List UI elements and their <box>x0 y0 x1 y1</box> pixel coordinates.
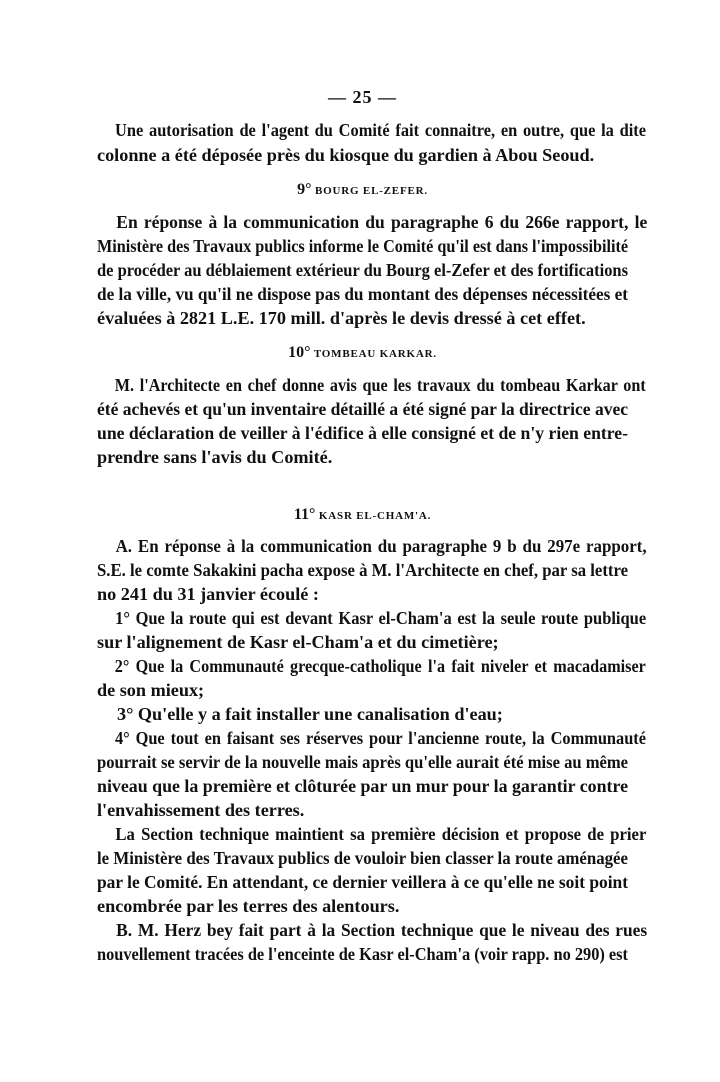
paragraph-line: M. l'Architecte en chef donne avis que les travaux du tombeau Karkar ont <box>114 375 646 395</box>
paragraph-line: B. M. Herz bey fait part à la Section technique que le niveau des rues <box>116 920 648 940</box>
paragraph-line: A. En réponse à la communication du paragraphe 9 b du 297e rapport, <box>115 536 647 556</box>
section-title: KASR EL-CHAM'A. <box>318 510 432 522</box>
paragraph-line: évaluées à 2821 L.E. 170 mill. d'après le devis dressé à cet effet. <box>97 308 586 328</box>
paragraph-line: une déclaration de veiller à l'édifice à elle consigné et de n'y rien entre- <box>97 423 629 443</box>
section-title: TOMBEAU KARKAR. <box>313 348 437 360</box>
paragraph-line: nouvellement tracées de l'enceinte de Kasr el-Cham'a (voir rapp. no 290) est <box>97 944 629 964</box>
paragraph-line: S.E. le comte Sakakini pacha expose à M. l'Architecte en chef, par sa lettre <box>97 560 629 580</box>
section-number: 11° <box>293 506 316 523</box>
paragraph-line: encombrée par les terres des alentours. <box>97 896 400 916</box>
paragraph-line: prendre sans l'avis du Comité. <box>97 447 333 467</box>
paragraph-line: de la ville, vu qu'il ne dispose pas du montant des dépenses nécessitées et <box>97 284 629 304</box>
section-number: 10° <box>288 344 311 361</box>
paragraph-line: La Section technique maintient sa première décision et propose de prier <box>115 824 647 844</box>
list-item-line: de son mieux; <box>97 680 205 700</box>
list-item-line: l'envahissement des terres. <box>97 800 305 820</box>
list-item-line: 3° Qu'elle y a fait installer une canalisation d'eau; <box>117 704 503 724</box>
list-item-line: sur l'alignement de Kasr el-Cham'a et du cimetière; <box>97 632 499 652</box>
list-item-line: pourrait se servir de la nouvelle mais après qu'elle aurait été mise au même <box>97 752 629 772</box>
paragraph-line: le Ministère des Travaux publics de vouloir bien classer la route aménagée <box>97 848 628 868</box>
paragraph-line: de procéder au déblaiement extérieur du Bourg el-Zefer et des fortifications <box>97 260 628 280</box>
section-heading-11 <box>97 507 628 524</box>
list-item-line: niveau que la première et clôturée par un mur pour la garantir contre <box>97 776 629 796</box>
paragraph-line: colonne a été déposée près du kiosque du gardien à Abou Seoud. <box>97 145 595 165</box>
paragraph-line: En réponse à la communication du paragraphe 6 du 266e rapport, le <box>116 212 648 232</box>
list-item-line: 2° Que la Communauté grecque-catholique l'a fait niveler et macadamiser <box>114 656 646 676</box>
paragraph-line: Une autorisation de l'agent du Comité fait connaitre, en outre, que la dite <box>115 120 647 140</box>
paragraph-line: été achevés et qu'un inventaire détaillé a été signé par la directrice avec <box>97 399 629 419</box>
paragraph-line: par le Comité. En attendant, ce dernier veillera à ce qu'elle ne soit point <box>97 872 629 892</box>
section-title: BOURG EL-ZEFER. <box>315 185 428 197</box>
page-number: — 25 — <box>328 87 397 107</box>
section-heading-9 <box>97 182 628 199</box>
paragraph-line: no 241 du 31 janvier écoulé : <box>97 584 319 604</box>
document-page <box>97 0 648 1082</box>
section-heading-10 <box>97 345 628 362</box>
list-item-line: 4° Que tout en faisant ses réserves pour l'ancienne route, la Communauté <box>114 728 646 748</box>
paragraph-line: Ministère des Travaux publics informe le Comité qu'il est dans l'impossibilité <box>97 236 629 256</box>
list-item-line: 1° Que la route qui est devant Kasr el-Cham'a est la seule route publique <box>115 608 647 628</box>
section-number: 9° <box>297 181 312 198</box>
